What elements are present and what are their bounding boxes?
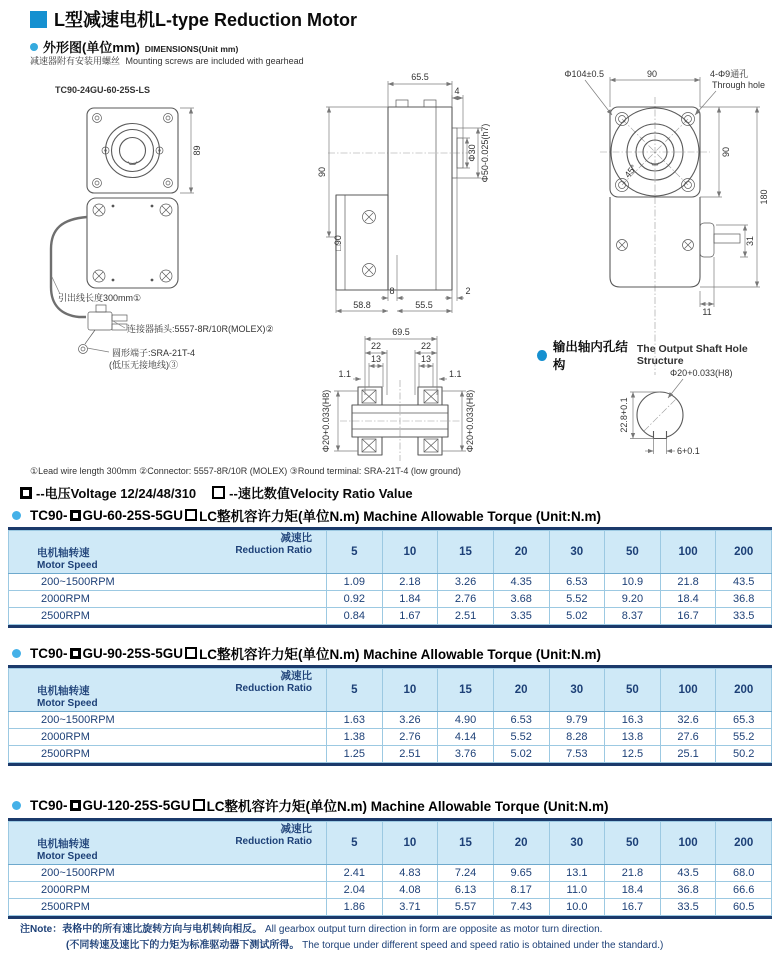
corner-motor-speed-en: Motor Speed <box>37 851 98 862</box>
ratio-column-header: 5 <box>327 822 383 865</box>
ratio-column-header: 15 <box>438 822 494 865</box>
dim-31-label: 31 <box>745 235 755 247</box>
side-view-drawing <box>317 72 490 313</box>
torque-value-cell: 1.84 <box>382 591 438 608</box>
dimensions-heading-en: DIMENSIONS(Unit mm) <box>144 44 239 54</box>
ratio-square-icon <box>212 486 225 499</box>
drawing-footnote: ①Lead wire length 300mm ②Connector: 5557-8R/10R (MOLEX) ③Round terminal: SRA-21T-4 (low ground) <box>30 466 461 476</box>
corner-motor-speed-zh: 电机轴转速 <box>37 685 90 698</box>
torque-value-cell: 8.37 <box>605 608 661 625</box>
torque-value-cell: 21.8 <box>660 574 716 591</box>
round-terminal-label-2: (低压无接地线)③ <box>109 360 178 370</box>
ratio-column-header: 200 <box>716 531 772 574</box>
torque-table-gu120 <box>8 818 772 919</box>
ratio-square-icon <box>193 799 205 811</box>
torque-value-cell: 2.76 <box>382 729 438 746</box>
section-heading-gu120 <box>12 795 609 815</box>
shaft-hole-structure-drawing <box>619 368 732 456</box>
motor-speed-cell: 2500RPM <box>9 746 327 763</box>
torque-value-cell: 5.02 <box>493 746 549 763</box>
torque-table-row <box>9 574 772 591</box>
torque-value-cell: 21.8 <box>605 865 661 882</box>
dim-22-right-label: 22 <box>420 341 432 351</box>
torque-value-cell: 5.52 <box>549 591 605 608</box>
ratio-column-header: 50 <box>605 531 661 574</box>
dim-4-label: 4 <box>454 86 460 96</box>
torque-value-cell: 68.0 <box>716 865 772 882</box>
torque-value-cell: 18.4 <box>605 882 661 899</box>
torque-value-cell: 2.41 <box>327 865 383 882</box>
ratio-column-header: 30 <box>549 822 605 865</box>
heading-text: LC整机容许力矩(单位N.m) Machine Allowable Torque (Unit:N.m) <box>199 647 602 662</box>
dim-55-5-label: 55.5 <box>415 300 433 310</box>
torque-value-cell: 0.84 <box>327 608 383 625</box>
ratio-column-header: 200 <box>716 822 772 865</box>
torque-value-cell: 5.52 <box>493 729 549 746</box>
torque-value-cell: 16.7 <box>605 899 661 916</box>
torque-value-cell: 32.6 <box>660 712 716 729</box>
torque-table-row <box>9 591 772 608</box>
dim-phi50-label: Φ50-0.025(h7) <box>480 123 490 183</box>
ratio-column-header: 100 <box>660 669 716 712</box>
corner-motor-speed-zh: 电机轴转速 <box>37 838 90 851</box>
section-heading-gu90 <box>12 643 601 663</box>
torque-value-cell: 12.5 <box>605 746 661 763</box>
corner-motor-speed-en: Motor Speed <box>37 560 98 571</box>
note-line1-en: All gearbox output turn direction in form are opposite as motor turn direction. <box>265 924 603 935</box>
torque-value-cell: 33.5 <box>660 899 716 916</box>
dim-90-side-label: 90 <box>317 166 327 178</box>
torque-value-cell: 1.09 <box>327 574 383 591</box>
heading-text: GU-60-25S-5GU <box>82 507 184 523</box>
torque-value-cell: 4.08 <box>382 882 438 899</box>
symbol-legend <box>20 483 413 502</box>
ratio-column-header: 15 <box>438 669 494 712</box>
through-hole-label-en: Through hole <box>712 80 766 90</box>
torque-value-cell: 36.8 <box>660 882 716 899</box>
dim-69-5-label: 69.5 <box>392 327 410 337</box>
heading-text: LC整机容许力矩(单位N.m) Machine Allowable Torque (Unit:N.m) <box>206 799 609 814</box>
shaft-hole-heading-zh: 输出轴内孔结构 <box>552 340 628 372</box>
ratio-column-header: 100 <box>660 531 716 574</box>
ratio-column-header: 10 <box>382 822 438 865</box>
motor-speed-cell: 200~1500RPM <box>9 574 327 591</box>
motor-speed-cell: 2500RPM <box>9 899 327 916</box>
ratio-column-header: 50 <box>605 669 661 712</box>
title-marker-square <box>30 11 47 28</box>
voltage-square-icon <box>70 800 81 811</box>
corner-motor-speed-zh: 电机轴转速 <box>37 547 90 560</box>
torque-value-cell: 1.67 <box>382 608 438 625</box>
dim-90-right-label: 90 <box>721 146 731 158</box>
torque-table-row <box>9 608 772 625</box>
legend-ratio-text: --速比数值Velocity Ratio Value <box>229 486 413 501</box>
dimensions-heading-zh: 外形图(单位mm) <box>43 40 140 55</box>
corner-reduction-ratio-en: Reduction Ratio <box>235 835 312 847</box>
dim-1-1-right-label: 1.1 <box>449 369 462 379</box>
dim-13-left-label: 13 <box>370 354 382 364</box>
torque-value-cell: 4.90 <box>438 712 494 729</box>
ratio-header-row <box>9 669 772 712</box>
note-line-1 <box>20 922 663 938</box>
torque-value-cell: 10.0 <box>549 899 605 916</box>
lead-wire-label: 引出线长度300mm① <box>58 293 142 303</box>
through-hole-label-zh: 4-Φ9通孔 <box>710 69 749 79</box>
heading-text: TC90- <box>30 507 68 523</box>
ratio-column-header: 5 <box>327 531 383 574</box>
table-corner-cell <box>9 669 327 712</box>
dim-58-8-label: 58.8 <box>353 300 371 310</box>
torque-value-cell: 3.71 <box>382 899 438 916</box>
torque-value-cell: 6.13 <box>438 882 494 899</box>
torque-value-cell: 2.76 <box>438 591 494 608</box>
torque-value-cell: 36.8 <box>716 591 772 608</box>
ratio-header-row <box>9 822 772 865</box>
torque-value-cell: 43.5 <box>716 574 772 591</box>
corner-reduction-ratio-en: Reduction Ratio <box>235 544 312 556</box>
torque-value-cell: 50.2 <box>716 746 772 763</box>
torque-table-row <box>9 729 772 746</box>
heading-text: LC整机容许力矩(单位N.m) Machine Allowable Torque (Unit:N.m) <box>199 509 602 524</box>
motor-speed-cell: 2000RPM <box>9 729 327 746</box>
torque-value-cell: 3.26 <box>382 712 438 729</box>
dim-phi104-label: Φ104±0.5 <box>564 69 604 79</box>
model-number-label: TC90-24GU-60-25S-LS <box>55 85 151 95</box>
torque-value-cell: 4.83 <box>382 865 438 882</box>
bullet-dot-icon <box>12 649 21 658</box>
dim-11-label: 11 <box>702 307 712 317</box>
heading-text: GU-120-25S-5GU <box>82 797 191 813</box>
motor-speed-cell: 200~1500RPM <box>9 865 327 882</box>
motor-speed-cell: 2000RPM <box>9 882 327 899</box>
torque-value-cell: 5.02 <box>549 608 605 625</box>
torque-value-cell: 2.51 <box>382 746 438 763</box>
cable-connector <box>79 305 128 354</box>
voltage-square-icon <box>70 510 81 521</box>
corner-reduction-ratio-en: Reduction Ratio <box>235 682 312 694</box>
shaft-hole-heading <box>537 337 780 373</box>
bottom-note <box>20 922 663 954</box>
torque-value-cell: 1.63 <box>327 712 383 729</box>
motor-speed-cell: 2000RPM <box>9 591 327 608</box>
bullet-dot-icon <box>537 350 547 361</box>
bullet-dot-icon <box>12 511 21 520</box>
torque-value-cell: 33.5 <box>716 608 772 625</box>
torque-value-cell: 4.35 <box>493 574 549 591</box>
corner-reduction-ratio-zh: 减速比 <box>280 823 312 835</box>
dim-2-label: 2 <box>465 286 471 296</box>
legend-voltage-text: --电压Voltage 12/24/48/310 <box>36 486 197 501</box>
ratio-column-header: 10 <box>382 669 438 712</box>
dim-13-right-label: 13 <box>420 354 432 364</box>
ratio-column-header: 15 <box>438 531 494 574</box>
torque-value-cell: 6.53 <box>549 574 605 591</box>
mounting-screws-note-en: Mounting screws are included with gearhead <box>125 56 304 66</box>
torque-value-cell: 1.38 <box>327 729 383 746</box>
torque-value-cell: 7.43 <box>493 899 549 916</box>
ratio-column-header: 20 <box>493 531 549 574</box>
ratio-column-header: 50 <box>605 822 661 865</box>
torque-value-cell: 27.6 <box>660 729 716 746</box>
ratio-column-header: 5 <box>327 669 383 712</box>
voltage-square-icon <box>20 487 32 499</box>
torque-value-cell: 65.3 <box>716 712 772 729</box>
torque-value-cell: 60.5 <box>716 899 772 916</box>
torque-value-cell: 13.8 <box>605 729 661 746</box>
torque-value-cell: 25.1 <box>660 746 716 763</box>
dim-phi30-label: Φ30 <box>467 144 477 162</box>
torque-table-row <box>9 865 772 882</box>
torque-value-cell: 55.2 <box>716 729 772 746</box>
ratio-column-header: 30 <box>549 531 605 574</box>
torque-table-gu60 <box>8 527 772 628</box>
torque-table-row <box>9 746 772 763</box>
shaft-hole-heading-en: The Output Shaft Hole Structure <box>636 343 748 367</box>
front-view-drawing <box>51 108 274 370</box>
note-line-2 <box>66 938 663 954</box>
dim-phi20-left-label: Φ20+0.033(H8) <box>321 389 331 453</box>
dim-89-label: 89 <box>192 145 202 156</box>
ratio-column-header: 30 <box>549 669 605 712</box>
bullet-dot-icon <box>12 801 21 810</box>
torque-value-cell: 3.26 <box>438 574 494 591</box>
torque-value-cell: 11.0 <box>549 882 605 899</box>
shaft-hole-dim-phi20-label: Φ20+0.033(H8) <box>670 368 733 378</box>
ratio-column-header: 200 <box>716 669 772 712</box>
torque-value-cell: 2.18 <box>382 574 438 591</box>
torque-value-cell: 5.57 <box>438 899 494 916</box>
dim-90-top-label: 90 <box>646 69 658 79</box>
corner-motor-speed-en: Motor Speed <box>37 698 98 709</box>
ratio-column-header: 20 <box>493 669 549 712</box>
table-corner-cell <box>9 822 327 865</box>
ratio-header-row <box>9 531 772 574</box>
ratio-square-icon <box>185 509 197 521</box>
torque-value-cell: 1.25 <box>327 746 383 763</box>
connector-label: 连接器插头:5557-8R/10R(MOLEX)② <box>127 324 274 334</box>
note-label: 注Note： <box>20 924 63 935</box>
torque-table-gu90 <box>8 665 772 766</box>
torque-table-row <box>9 882 772 899</box>
torque-value-cell: 9.79 <box>549 712 605 729</box>
dim-180-label: 180 <box>759 189 769 205</box>
torque-value-cell: 2.51 <box>438 608 494 625</box>
motor-speed-cell: 2500RPM <box>9 608 327 625</box>
dim-square90-label: □90 <box>333 235 343 251</box>
torque-table-row <box>9 712 772 729</box>
torque-value-cell: 16.7 <box>660 608 716 625</box>
page-header <box>30 6 357 32</box>
torque-value-cell: 9.65 <box>493 865 549 882</box>
dimension-drawing <box>0 65 780 463</box>
ratio-column-header: 100 <box>660 822 716 865</box>
torque-value-cell: 43.5 <box>660 865 716 882</box>
dim-22-left-label: 22 <box>370 341 382 351</box>
torque-value-cell: 13.1 <box>549 865 605 882</box>
motor-speed-cell: 200~1500RPM <box>9 712 327 729</box>
section-heading-gu60 <box>12 505 601 525</box>
heading-text: GU-90-25S-5GU <box>82 645 184 661</box>
ratio-square-icon <box>185 647 197 659</box>
torque-value-cell: 3.35 <box>493 608 549 625</box>
torque-value-cell: 3.68 <box>493 591 549 608</box>
note-line2-zh: (不同转速及速比下的力矩为标准驱动器下测试所得。 <box>66 940 300 951</box>
torque-value-cell: 2.04 <box>327 882 383 899</box>
ratio-column-header: 20 <box>493 822 549 865</box>
torque-value-cell: 8.28 <box>549 729 605 746</box>
torque-value-cell: 7.53 <box>549 746 605 763</box>
torque-value-cell: 9.20 <box>605 591 661 608</box>
dim-phi20-right-label: Φ20+0.033(H8) <box>465 389 475 453</box>
torque-value-cell: 6.53 <box>493 712 549 729</box>
table-corner-cell <box>9 531 327 574</box>
torque-value-cell: 16.3 <box>605 712 661 729</box>
dim-65-5-label: 65.5 <box>411 72 429 82</box>
heading-text: TC90- <box>30 797 68 813</box>
dim-1-1-left-label: 1.1 <box>338 369 351 379</box>
note-line1-zh: 表格中的所有速比旋转方向与电机转向相反。 <box>62 924 263 935</box>
torque-table-row <box>9 899 772 916</box>
note-line2-en: The torque under different speed and speed ratio is obtained under the standard.) <box>302 940 664 951</box>
dim-45deg-label: 45° <box>622 162 639 180</box>
bullet-dot-icon <box>30 43 38 51</box>
torque-value-cell: 10.9 <box>605 574 661 591</box>
torque-value-cell: 3.76 <box>438 746 494 763</box>
torque-value-cell: 18.4 <box>660 591 716 608</box>
ratio-column-header: 10 <box>382 531 438 574</box>
dim-8-label: 8 <box>389 286 395 296</box>
corner-reduction-ratio-zh: 减速比 <box>280 532 312 544</box>
torque-value-cell: 8.17 <box>493 882 549 899</box>
page-title: L型减速电机L-type Reduction Motor <box>54 10 357 30</box>
rear-view-drawing <box>564 68 769 375</box>
torque-value-cell: 7.24 <box>438 865 494 882</box>
voltage-square-icon <box>70 648 81 659</box>
shaft-hole-dim-22-8-label: 22.8+0.1 <box>619 397 629 433</box>
round-terminal-label: 圆形端子:SRA-21T-4 <box>112 348 196 358</box>
torque-value-cell: 66.6 <box>716 882 772 899</box>
mounting-screws-note-zh: 减速器附有安装用螺丝 <box>30 56 121 66</box>
shaft-hole-dim-6-label: 6+0.1 <box>677 446 700 456</box>
torque-value-cell: 4.14 <box>438 729 494 746</box>
shaft-section-drawing <box>321 327 475 461</box>
torque-value-cell: 1.86 <box>327 899 383 916</box>
corner-reduction-ratio-zh: 减速比 <box>280 670 312 682</box>
torque-value-cell: 0.92 <box>327 591 383 608</box>
heading-text: TC90- <box>30 645 68 661</box>
